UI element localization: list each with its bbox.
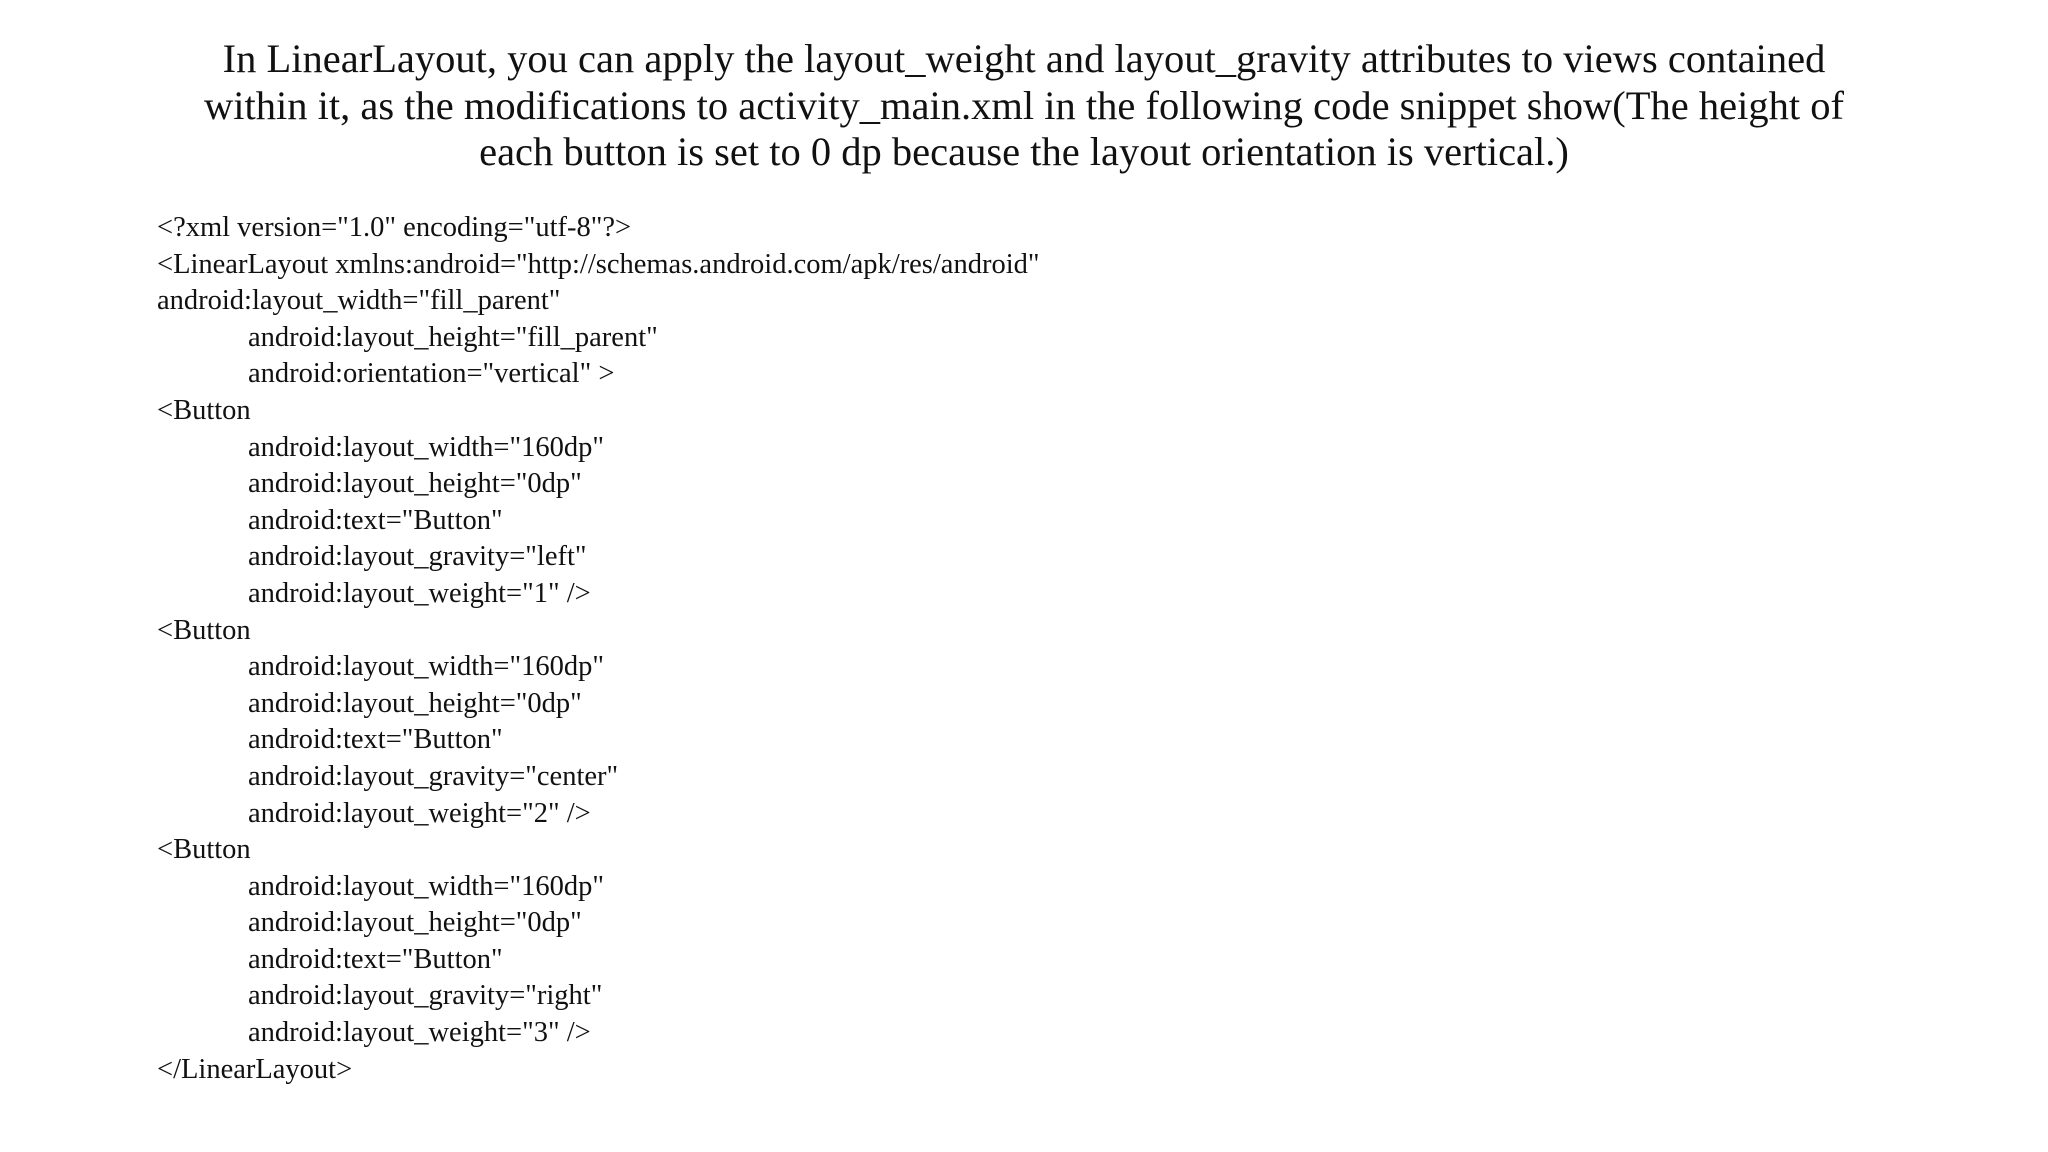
code-line: android:text="Button" bbox=[248, 724, 503, 756]
code-line: android:layout_gravity="left" bbox=[248, 541, 587, 573]
code-line: <Button bbox=[157, 834, 251, 866]
code-line: android:layout_width="fill_parent" bbox=[157, 285, 561, 317]
code-line: <Button bbox=[157, 394, 251, 426]
code-line: android:layout_height="0dp" bbox=[248, 907, 582, 939]
code-line: android:layout_weight="1" /> bbox=[248, 577, 591, 609]
heading-line: In LinearLayout, you can apply the layout_weight and layout_gravity attributes to views contained bbox=[222, 36, 1826, 81]
heading-line: within it, as the modifications to activity_main.xml in the following code snippet show(The height of bbox=[204, 82, 1844, 128]
code-line: android:layout_height="fill_parent" bbox=[248, 321, 658, 353]
code-line: <?xml version="1.0" encoding="utf-8"?> bbox=[157, 212, 632, 243]
code-line: android:orientation="vertical" > bbox=[248, 358, 615, 390]
code-line: android:layout_gravity="center" bbox=[248, 760, 619, 792]
code-line: android:layout_weight="2" /> bbox=[248, 797, 591, 829]
code-line: <Button bbox=[157, 614, 251, 646]
code-line: android:text="Button" bbox=[248, 943, 503, 975]
code-line: android:layout_width="160dp" bbox=[248, 870, 604, 902]
code-line: android:layout_width="160dp" bbox=[248, 651, 604, 683]
heading-line: each button is set to 0 dp because the layout orientation is vertical.) bbox=[479, 129, 1569, 174]
slide-heading bbox=[140, 36, 1908, 176]
code-line: android:layout_height="0dp" bbox=[248, 468, 582, 500]
code-snippet bbox=[157, 210, 1040, 1088]
code-line: android:text="Button" bbox=[248, 504, 503, 536]
code-line: android:layout_weight="3" /> bbox=[248, 1017, 591, 1049]
code-line: android:layout_width="160dp" bbox=[248, 431, 604, 463]
code-line: android:layout_height="0dp" bbox=[248, 687, 582, 719]
code-line: </LinearLayout> bbox=[157, 1053, 353, 1085]
code-line: <LinearLayout xmlns:android="http://schemas.android.com/apk/res/android" bbox=[157, 248, 1040, 280]
code-line: android:layout_gravity="right" bbox=[248, 980, 603, 1012]
